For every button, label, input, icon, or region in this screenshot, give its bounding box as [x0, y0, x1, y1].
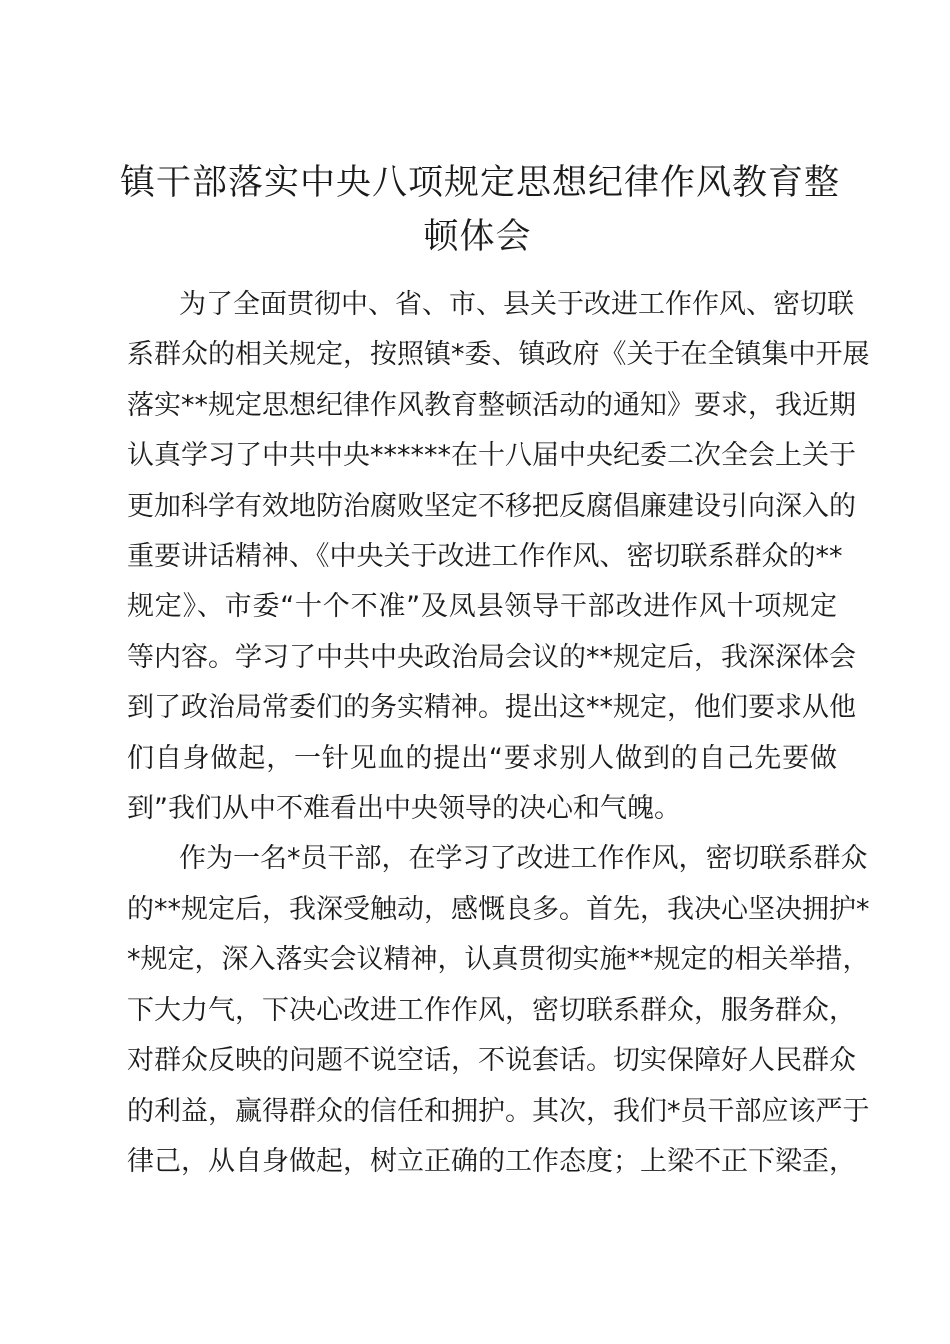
paragraph-line: 规定》、市委“十个不准”及凤县领导干部改进作风十项规定	[127, 591, 837, 623]
paragraph-line: 认真学习了中共中央******在十八届中央纪委二次全会上关于	[127, 440, 856, 472]
paragraph-line: 等内容。学习了中共中央政治局会议的**规定后，我深深体会	[127, 641, 856, 673]
paragraph-line: 作为一名*员干部，在学习了改进工作作风，密切联系群众	[179, 843, 868, 875]
paragraph-line: 到了政治局常委们的务实精神。提出这**规定，他们要求从他	[127, 692, 856, 724]
document-title	[120, 156, 841, 264]
paragraph-line: 为了全面贯彻中、省、市、县关于改进工作作风、密切联	[179, 289, 854, 320]
title-line-1: 镇干部落实中央八项规定思想纪律作风教育整	[120, 163, 841, 203]
paragraph-line: 的利益，赢得群众的信任和拥护。其次，我们*员干部应该严于	[127, 1095, 870, 1127]
paragraph-line: 落实**规定思想纪律作风教育整顿活动的通知》要求，我近期	[127, 389, 856, 421]
title-line-2: 顿体会	[423, 217, 532, 257]
paragraph-line: 律己，从自身做起，树立正确的工作态度；上梁不正下梁歪，	[127, 1145, 856, 1177]
paragraph-line: 们自身做起，一针见血的提出“要求别人做到的自己先要做	[127, 742, 837, 774]
paragraph-line: 系群众的相关规定，按照镇*委、镇政府《关于在全镇集中开展	[127, 339, 870, 371]
paragraph-line: 下大力气，下决心改进工作作风，密切联系群众，服务群众，	[127, 994, 856, 1026]
paragraph-line: *规定，深入落实会议精神，认真贯彻实施**规定的相关举措，	[127, 944, 870, 976]
paragraph-line: 到”我们从中不难看出中央领导的决心和气魄。	[127, 793, 681, 825]
paragraph-1	[127, 280, 870, 834]
paragraph-line: 更加科学有效地防治腐败坚定不移把反腐倡廉建设引向深入的	[127, 490, 856, 522]
paragraph-line: 重要讲话精神、《中央关于改进工作作风、密切联系群众的**	[127, 541, 843, 573]
paragraph-line: 的**规定后，我深受触动，感慨良多。首先，我决心坚决拥护*	[127, 893, 870, 925]
paragraph-2	[127, 834, 870, 1187]
paragraph-line: 对群众反映的问题不说空话，不说套话。切实保障好人民群众	[127, 1045, 856, 1077]
document-body	[127, 280, 870, 1187]
